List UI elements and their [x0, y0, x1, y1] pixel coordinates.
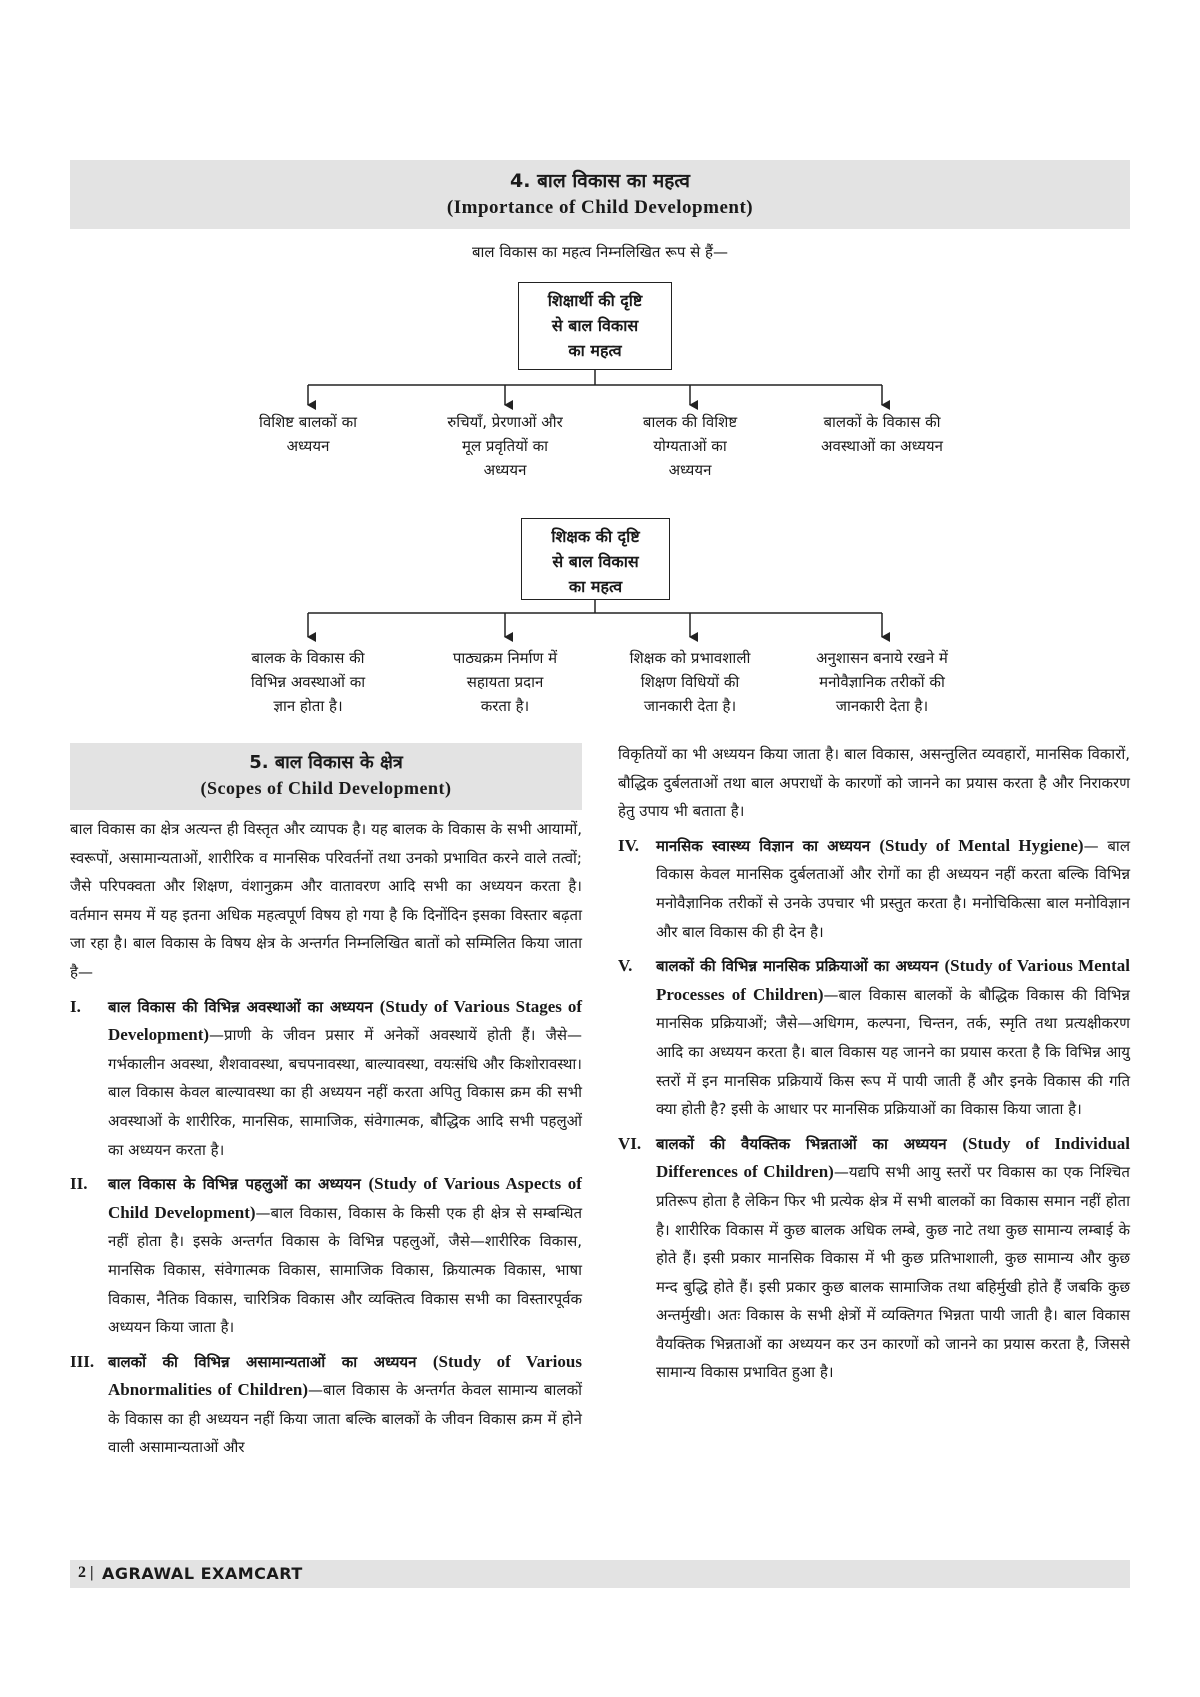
teacher-leaf-teaching-methods [585, 646, 795, 718]
item-number: VI. [618, 1133, 642, 1153]
item-text: —बाल विकास के अन्तर्गत केवल सामान्य बालकों के विकास का ही अध्ययन नहीं किया जाता बल्कि बालकों के जीवन विकास क्रम में होने वाली असामान्यताओं और [108, 1381, 582, 1457]
item-text: — बाल विकास केवल मानसिक दुर्बलताओं और रोगों का ही अध्ययन नहीं करता बल्कि विभिन्न मनोवैज्ञानिक तरीकों से उनके उपचार भी प्रस्तुत करता है। मनोचिकित्सा बाल मनोविज्ञान और बाल विकास की ही देन है। [656, 836, 1130, 941]
item-number: IV. [618, 835, 639, 855]
teacher-leaf-discipline [772, 646, 992, 718]
scope-item [70, 1348, 582, 1462]
section-4-title-hindi: 4. बाल विकास का महत्व [510, 170, 690, 192]
leaf-line: विशिष्ट बालकों का [258, 413, 358, 431]
leaf-line: शिक्षण विधियों की [640, 673, 740, 691]
section-5-title-hindi: 5. बाल विकास के क्षेत्र [249, 752, 403, 773]
leaf-line: जानकारी देता है। [835, 697, 929, 715]
leaf-line: अवस्थाओं का अध्ययन [821, 437, 943, 455]
right-column [618, 740, 1130, 1387]
leaf-line: जानकारी देता है। [643, 697, 737, 715]
item-text: —बाल विकास, विकास के किसी एक ही क्षेत्र से सम्बन्धित नहीं होता है। इसके अन्तर्गत विकास के विभिन्न पहलुओं, जैसे—शारीरिक विकास, मानसिक विकास, संवेगात्मक विकास, सामाजिक विकास, क्रियात्मक विकास, भाषा विकास, नैतिक विकास, चारित्रिक विकास और व्यक्तित्व विकास सभी का विस्तारपूर्वक अध्ययन किया जाता है। [108, 1203, 583, 1337]
leaf-line: सहायता प्रदान [466, 673, 544, 691]
item-heading-hindi: बालकों की विभिन्न असामान्यताओं का अध्ययन [108, 1352, 417, 1371]
item-heading [656, 837, 1084, 855]
item-heading-hindi: मानसिक स्वास्थ्य विज्ञान का अध्ययन [656, 836, 871, 855]
section-5-title-english: (Scopes of Child Development) [200, 778, 452, 798]
leaf-line: मूल प्रवृतियों का [462, 437, 548, 455]
item-text: —यद्यपि सभी आयु स्तरों पर विकास का एक निश्चित प्रतिरूप होता है लेकिन फिर भी प्रत्येक क्षेत्र में सभी बालकों का विकास समान नहीं होता है। शारीरिक विकास में कुछ बालक अधिक लम्बे, कुछ नाटे तथा कुछ सामान्य लम्बाई के होते हैं। इसी प्रकार मानसिक विकास में भी कुछ प्रतिभाशाली, कुछ सामान्य और कुछ मन्द बुद्धि होते हैं। इसी प्रकार कुछ बालक सामाजिक तथा बहिर्मुखी होते हैं जबकि कुछ अन्तर्मुखी। अतः विकास के सभी क्षेत्रों में व्यक्तिगत भिन्नता पायी जाती है। बाल विकास वैयक्तिक भिन्नताओं का अध्ययन कर उन कारणों को जानने का प्रयास करता है, जिससे सामान्य विकास प्रभावित हुआ है। [656, 1163, 1130, 1382]
leaf-line: अध्ययन [286, 437, 330, 455]
leaf-line: मनोवैज्ञानिक तरीकों की [819, 673, 945, 691]
teacher-root-line: से बाल विकास [552, 552, 639, 571]
item-continued-text: विकृतियों का भी अध्ययन किया जाता है। बाल विकास, असन्तुलित व्यवहारों, मानसिक विकारों, बौद्धिक दुर्बलताओं तथा बाल अपराधों के कारणों को जानने का प्रयास करता है और निराकरण हेतु उपाय भी बताता है। [618, 745, 1130, 821]
scope-item [618, 952, 1130, 1124]
student-root-line: से बाल विकास [551, 316, 639, 335]
page-number: 2 | [78, 1564, 94, 1581]
leaf-line: शिक्षक को प्रभावशाली [629, 649, 751, 667]
leaf-line: योग्यताओं का [653, 437, 727, 455]
leaf-line: अध्ययन [668, 461, 712, 479]
student-leaf-stages [777, 410, 987, 458]
scope-item [70, 1170, 582, 1342]
section-5-intro: बाल विकास का क्षेत्र अत्यन्त ही विस्तृत और व्यापक है। यह बालक के विकास के सभी आयामों, स्वरूपों, असामान्यताओं, शारीरिक व मानसिक परिवर्तनों तथा उनको प्रभावित करने वाले तत्वों; जैसे परिपक्वता और शिक्षण, वंशानुक्रम और वातावरण आदि सभी का अध्ययन करता है। वर्तमान समय में यह इतना अधिक महत्वपूर्ण विषय हो गया है कि दिनोंदिन इसका विस्तार बढ़ता जा रहा है। बाल विकास के विषय क्षेत्र के अन्तर्गत निम्नलिखित बातों को सम्मिलित किया जाता है— [70, 820, 582, 981]
student-root-line: का महत्व [568, 341, 622, 360]
student-leaf-interests [405, 410, 605, 482]
student-perspective-box [518, 282, 672, 370]
leaf-line: रुचियाँ, प्रेरणाओं और [447, 413, 563, 431]
leaf-line: विभिन्न अवस्थाओं का [250, 673, 366, 691]
student-leaf-abilities [595, 410, 785, 482]
item-heading-english: (Study of Mental Hygiene) [879, 835, 1084, 855]
item-heading-english: (Study of Individual Differences of Children) [656, 1133, 1130, 1182]
item-heading-hindi: बालकों की वैयक्तिक भिन्नताओं का अध्ययन [656, 1134, 947, 1153]
item-heading-hindi: बाल विकास की विभिन्न अवस्थाओं का अध्ययन [108, 997, 373, 1016]
student-root-line: शिक्षार्थी की दृष्टि [547, 291, 643, 310]
teacher-leaf-curriculum [405, 646, 605, 718]
item-heading-hindi: बालकों की विभिन्न मानसिक प्रक्रियाओं का अध्ययन [656, 957, 939, 976]
leaf-line: ज्ञान होता है। [273, 697, 343, 715]
scope-item [70, 993, 582, 1165]
teacher-root-line: शिक्षक की दृष्टि [551, 527, 640, 546]
teacher-perspective-box [521, 518, 670, 600]
item-heading-hindi: बाल विकास के विभिन्न पहलुओं का अध्ययन [108, 1175, 361, 1194]
item-heading-english: (Study of Various Mental Processes of Children) [656, 956, 1131, 1004]
page-footer [70, 1560, 1130, 1588]
teacher-root-line: का महत्व [568, 577, 623, 596]
item-number: I. [70, 996, 81, 1016]
scope-item [618, 1130, 1130, 1387]
item-text: —प्राणी के जीवन प्रसार में अनेकों अवस्थायें होती हैं। जैसे—गर्भकालीन अवस्था, शैशवावस्था, बचपनावस्था, बाल्यावस्था, वयःसंधि और किशोरावस्था। बाल विकास केवल बाल्यावस्था का ही अध्ययन नहीं करता अपितु विकास क्रम की सभी अवस्थाओं के शारीरिक, मानसिक, सामाजिक, संवेगात्मक, बौद्धिक आदि सभी पहलुओं का अध्ययन करता है। [108, 1026, 582, 1159]
section-4-title-english: (Importance of Child Development) [446, 197, 754, 218]
item-heading-english: (Study of Various Aspects of Child Development) [108, 1174, 582, 1222]
publisher-brand: AGRAWAL EXAMCART [102, 1564, 303, 1583]
scope-item [618, 832, 1130, 946]
leaf-line: बालकों के विकास की [823, 413, 941, 431]
item-text: —बाल विकास बालकों के बौद्धिक विकास की विभिन्न मानसिक प्रक्रियाओं; जैसे—अधिगम, कल्पना, चिन्तन, तर्क, स्मृति तथा प्रत्यक्षीकरण आदि का अध्ययन करता है। बाल विकास यह जानने का प्रयास करता है कि विभिन्न आयु स्तरों में इन मानसिक प्रक्रियायें किस रूप में पायी जाती हैं और इनके विकास की गति क्या होती है? इसी के आधार पर मानसिक प्रक्रियाओं का विकास किया जाता है। [656, 985, 1130, 1119]
student-leaf-special-children [213, 410, 403, 458]
leaf-line: बालक की विशिष्ट [642, 413, 738, 431]
item-number: V. [618, 956, 633, 976]
leaf-line: अनुशासन बनाये रखने में [816, 649, 948, 667]
item-number: II. [70, 1174, 88, 1194]
section-4-intro: बाल विकास का महत्व निम्नलिखित रूप से हैं— [471, 243, 729, 261]
leaf-line: करता है। [480, 697, 530, 715]
item-number: III. [70, 1351, 95, 1371]
section-5-header [70, 743, 582, 810]
item-heading-english: (Study of Various Stages of Development) [108, 996, 582, 1045]
leaf-line: बालक के विकास की [251, 649, 365, 667]
leaf-line: पाठ्यक्रम निर्माण में [452, 649, 558, 667]
importance-tree-connectors [0, 0, 1200, 740]
leaf-line: अध्ययन [483, 461, 527, 479]
teacher-leaf-stages-knowledge [208, 646, 408, 718]
left-column [70, 815, 582, 1462]
item-heading-english: (Study of Various Abnormalities of Children) [108, 1351, 582, 1400]
